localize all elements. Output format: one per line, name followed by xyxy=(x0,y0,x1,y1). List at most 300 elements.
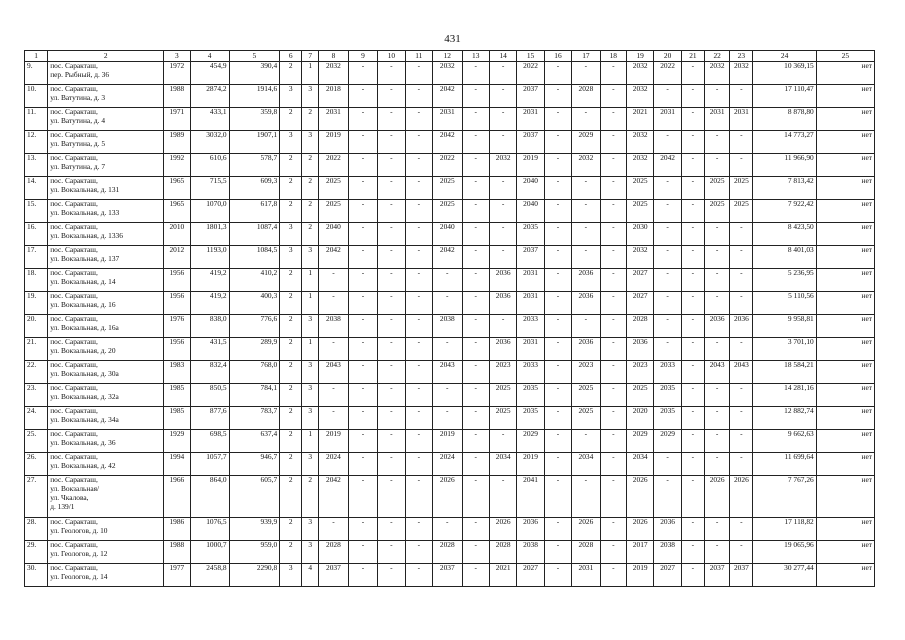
address-line: ул. Чкалова, xyxy=(50,492,89,502)
address-cell xyxy=(48,108,164,131)
column-header-18: 18 xyxy=(600,51,626,62)
cell-col-4: 1193,0 xyxy=(190,246,229,269)
address-line: ул. Геологов, д. 14 xyxy=(50,571,108,581)
cell-col-9: - xyxy=(348,407,378,430)
cell-col-15: 2037 xyxy=(517,131,544,154)
cell-col-10: - xyxy=(378,361,405,384)
address-line: пос. Саракташ, xyxy=(50,268,98,277)
table-row xyxy=(25,154,875,177)
cell-col-18: - xyxy=(600,223,626,246)
cell-col-10: - xyxy=(378,223,405,246)
cell-col-21: - xyxy=(681,131,704,154)
address-line: ул. Вокзальная, д. 133 xyxy=(50,207,120,217)
cell-col-21: - xyxy=(681,338,704,361)
cell-col-19: 2019 xyxy=(626,564,653,587)
cell-col-19: 2030 xyxy=(626,223,653,246)
cell-col-21: - xyxy=(681,384,704,407)
cell-col-22: 2025 xyxy=(704,200,729,223)
cell-col-16: - xyxy=(544,246,571,269)
address-line: ул. Вокзальная, д. 131 xyxy=(50,184,120,194)
row-number-cell: 30. xyxy=(25,564,48,587)
cell-col-6: 2 xyxy=(280,177,302,200)
cell-col-4: 715,5 xyxy=(190,177,229,200)
cell-col-8: 2028 xyxy=(319,541,349,564)
cell-col-6: 3 xyxy=(280,223,302,246)
address-line: пос. Саракташ, xyxy=(50,383,98,392)
address-cell xyxy=(48,177,164,200)
cell-col-13: - xyxy=(462,564,489,587)
cell-col-25: нет xyxy=(816,108,874,131)
cell-col-10: - xyxy=(378,177,405,200)
cell-col-8: - xyxy=(319,338,349,361)
cell-col-15: 2033 xyxy=(517,361,544,384)
cell-col-14: 2032 xyxy=(489,154,516,177)
cell-col-15: 2040 xyxy=(517,177,544,200)
cell-col-14: - xyxy=(489,476,516,518)
cell-col-7: 2 xyxy=(302,154,319,177)
table-row xyxy=(25,200,875,223)
cell-col-7: 2 xyxy=(302,200,319,223)
cell-col-3: 2010 xyxy=(164,223,190,246)
cell-col-7: 3 xyxy=(302,315,319,338)
cell-col-9: - xyxy=(348,476,378,518)
cell-col-12: - xyxy=(433,384,463,407)
row-number-cell: 12. xyxy=(25,131,48,154)
cell-col-10: - xyxy=(378,131,405,154)
column-header-11: 11 xyxy=(405,51,432,62)
column-header-3: 3 xyxy=(164,51,190,62)
cell-col-9: - xyxy=(348,223,378,246)
cell-col-7: 2 xyxy=(302,108,319,131)
cell-col-10: - xyxy=(378,315,405,338)
cell-col-6: 3 xyxy=(280,246,302,269)
cell-col-14: 2023 xyxy=(489,361,516,384)
cell-col-18: - xyxy=(600,476,626,518)
cell-col-9: - xyxy=(348,292,378,315)
cell-col-3: 1992 xyxy=(164,154,190,177)
cell-col-21: - xyxy=(681,223,704,246)
cell-col-20: 2033 xyxy=(654,361,681,384)
cell-col-24: 11 699,64 xyxy=(753,453,816,476)
cell-col-10: - xyxy=(378,246,405,269)
cell-col-17: - xyxy=(572,62,600,85)
cell-col-18: - xyxy=(600,361,626,384)
cell-col-23: - xyxy=(730,541,753,564)
cell-col-15: 2037 xyxy=(517,246,544,269)
column-header-2: 2 xyxy=(48,51,164,62)
cell-col-12: - xyxy=(433,407,463,430)
cell-col-22: 2037 xyxy=(704,564,729,587)
row-number-cell: 15. xyxy=(25,200,48,223)
cell-col-18: - xyxy=(600,85,626,108)
cell-col-14: 2021 xyxy=(489,564,516,587)
cell-col-6: 2 xyxy=(280,108,302,131)
cell-col-13: - xyxy=(462,476,489,518)
cell-col-23: - xyxy=(730,269,753,292)
cell-col-7: 3 xyxy=(302,453,319,476)
table-row xyxy=(25,361,875,384)
cell-col-24: 7 813,42 xyxy=(753,177,816,200)
row-number-cell: 16. xyxy=(25,223,48,246)
cell-col-15: 2031 xyxy=(517,108,544,131)
cell-col-12: - xyxy=(433,269,463,292)
cell-col-4: 1076,5 xyxy=(190,518,229,541)
cell-col-21: - xyxy=(681,407,704,430)
cell-col-5: 959,0 xyxy=(229,541,280,564)
table-header xyxy=(25,51,875,62)
cell-col-9: - xyxy=(348,518,378,541)
cell-col-18: - xyxy=(600,564,626,587)
cell-col-7: 2 xyxy=(302,177,319,200)
cell-col-9: - xyxy=(348,430,378,453)
cell-col-6: 2 xyxy=(280,407,302,430)
cell-col-6: 2 xyxy=(280,518,302,541)
cell-col-3: 1971 xyxy=(164,108,190,131)
cell-col-8: - xyxy=(319,269,349,292)
cell-col-12: 2025 xyxy=(433,200,463,223)
cell-col-10: - xyxy=(378,292,405,315)
cell-col-18: - xyxy=(600,338,626,361)
row-number-cell: 21. xyxy=(25,338,48,361)
cell-col-14: 2028 xyxy=(489,541,516,564)
table-row xyxy=(25,564,875,587)
cell-col-10: - xyxy=(378,85,405,108)
column-header-12: 12 xyxy=(433,51,463,62)
cell-col-17: - xyxy=(572,430,600,453)
cell-col-13: - xyxy=(462,223,489,246)
cell-col-25: нет xyxy=(816,541,874,564)
cell-col-21: - xyxy=(681,361,704,384)
cell-col-4: 1000,7 xyxy=(190,541,229,564)
cell-col-8: 2019 xyxy=(319,131,349,154)
cell-col-6: 2 xyxy=(280,292,302,315)
cell-col-13: - xyxy=(462,62,489,85)
address-cell xyxy=(48,154,164,177)
cell-col-24: 9 958,81 xyxy=(753,315,816,338)
cell-col-25: нет xyxy=(816,85,874,108)
address-cell xyxy=(48,131,164,154)
address-line: ул. Вокзальная, д. 30а xyxy=(50,368,119,378)
address-cell xyxy=(48,338,164,361)
cell-col-15: 2022 xyxy=(517,62,544,85)
cell-col-13: - xyxy=(462,453,489,476)
cell-col-23: 2037 xyxy=(730,564,753,587)
address-cell xyxy=(48,269,164,292)
cell-col-4: 610,6 xyxy=(190,154,229,177)
address-line: ул. Ватутина, д. 7 xyxy=(50,161,106,171)
cell-col-9: - xyxy=(348,154,378,177)
cell-col-16: - xyxy=(544,223,571,246)
cell-col-12: 2042 xyxy=(433,246,463,269)
cell-col-16: - xyxy=(544,476,571,518)
cell-col-7: 3 xyxy=(302,407,319,430)
cell-col-5: 359,8 xyxy=(229,108,280,131)
cell-col-13: - xyxy=(462,177,489,200)
cell-col-13: - xyxy=(462,292,489,315)
cell-col-6: 3 xyxy=(280,564,302,587)
cell-col-14: - xyxy=(489,177,516,200)
page-number: 431 xyxy=(444,33,461,45)
cell-col-10: - xyxy=(378,430,405,453)
address-line: пос. Саракташ, xyxy=(50,517,98,526)
address-line: ул. Ватутина, д. 3 xyxy=(50,92,106,102)
cell-col-15: 2027 xyxy=(517,564,544,587)
cell-col-25: нет xyxy=(816,564,874,587)
cell-col-17: - xyxy=(572,108,600,131)
cell-col-20: - xyxy=(654,269,681,292)
cell-col-3: 1972 xyxy=(164,62,190,85)
cell-col-22: 2031 xyxy=(704,108,729,131)
address-line: пос. Саракташ, xyxy=(50,153,98,162)
cell-col-14: - xyxy=(489,223,516,246)
row-number-cell: 26. xyxy=(25,453,48,476)
cell-col-14: - xyxy=(489,430,516,453)
cell-col-25: нет xyxy=(816,246,874,269)
cell-col-3: 1966 xyxy=(164,476,190,518)
cell-col-5: 939,9 xyxy=(229,518,280,541)
row-number-cell: 17. xyxy=(25,246,48,269)
cell-col-16: - xyxy=(544,384,571,407)
row-number-cell: 11. xyxy=(25,108,48,131)
cell-col-9: - xyxy=(348,85,378,108)
cell-col-23: 2025 xyxy=(730,200,753,223)
cell-col-7: 3 xyxy=(302,518,319,541)
cell-col-11: - xyxy=(405,269,432,292)
cell-col-21: - xyxy=(681,269,704,292)
cell-col-15: 2036 xyxy=(517,518,544,541)
address-line: пос. Саракташ, xyxy=(50,245,98,254)
cell-col-3: 1985 xyxy=(164,384,190,407)
cell-col-20: - xyxy=(654,131,681,154)
cell-col-3: 1956 xyxy=(164,338,190,361)
table-row xyxy=(25,131,875,154)
cell-col-15: 2035 xyxy=(517,384,544,407)
cell-col-23: - xyxy=(730,85,753,108)
column-header-9: 9 xyxy=(348,51,378,62)
cell-col-22: 2043 xyxy=(704,361,729,384)
address-line: пос. Саракташ, xyxy=(50,199,98,208)
cell-col-4: 454,9 xyxy=(190,62,229,85)
cell-col-15: 2038 xyxy=(517,541,544,564)
cell-col-13: - xyxy=(462,200,489,223)
cell-col-8: 2038 xyxy=(319,315,349,338)
cell-col-21: - xyxy=(681,564,704,587)
cell-col-16: - xyxy=(544,154,571,177)
cell-col-12: - xyxy=(433,518,463,541)
cell-col-20: - xyxy=(654,476,681,518)
cell-col-24: 14 281,16 xyxy=(753,384,816,407)
cell-col-6: 2 xyxy=(280,269,302,292)
row-number-cell: 27. xyxy=(25,476,48,518)
cell-col-24: 17 118,82 xyxy=(753,518,816,541)
table-row xyxy=(25,108,875,131)
cell-col-8: - xyxy=(319,407,349,430)
table-row xyxy=(25,476,875,518)
address-cell xyxy=(48,476,164,518)
row-number-cell: 25. xyxy=(25,430,48,453)
address-cell xyxy=(48,361,164,384)
cell-col-24: 7 767,26 xyxy=(753,476,816,518)
cell-col-18: - xyxy=(600,62,626,85)
cell-col-4: 698,5 xyxy=(190,430,229,453)
table-body xyxy=(25,62,875,587)
cell-col-4: 1801,3 xyxy=(190,223,229,246)
cell-col-15: 2019 xyxy=(517,154,544,177)
cell-col-10: - xyxy=(378,62,405,85)
address-line: пос. Саракташ, xyxy=(50,84,98,93)
cell-col-24: 8 401,03 xyxy=(753,246,816,269)
cell-col-19: 2032 xyxy=(626,85,653,108)
cell-col-18: - xyxy=(600,384,626,407)
cell-col-20: - xyxy=(654,292,681,315)
cell-col-13: - xyxy=(462,407,489,430)
cell-col-20: 2038 xyxy=(654,541,681,564)
address-cell xyxy=(48,518,164,541)
cell-col-4: 2874,2 xyxy=(190,85,229,108)
column-header-24: 24 xyxy=(753,51,816,62)
column-header-23: 23 xyxy=(730,51,753,62)
cell-col-10: - xyxy=(378,407,405,430)
cell-col-12: 2024 xyxy=(433,453,463,476)
address-line: пос. Саракташ, xyxy=(50,429,98,438)
cell-col-13: - xyxy=(462,154,489,177)
cell-col-21: - xyxy=(681,85,704,108)
cell-col-23: 2036 xyxy=(730,315,753,338)
cell-col-7: 3 xyxy=(302,85,319,108)
cell-col-5: 578,7 xyxy=(229,154,280,177)
cell-col-7: 2 xyxy=(302,476,319,518)
row-number-cell: 13. xyxy=(25,154,48,177)
cell-col-16: - xyxy=(544,518,571,541)
cell-col-19: 2028 xyxy=(626,315,653,338)
cell-col-17: - xyxy=(572,223,600,246)
cell-col-3: 1956 xyxy=(164,269,190,292)
address-cell xyxy=(48,407,164,430)
cell-col-16: - xyxy=(544,131,571,154)
cell-col-18: - xyxy=(600,315,626,338)
address-line: ул. Вокзальная, д. 36 xyxy=(50,437,116,447)
cell-col-3: 1976 xyxy=(164,315,190,338)
row-number-cell: 24. xyxy=(25,407,48,430)
cell-col-11: - xyxy=(405,246,432,269)
table-row xyxy=(25,518,875,541)
cell-col-21: - xyxy=(681,108,704,131)
cell-col-18: - xyxy=(600,269,626,292)
address-line: ул. Вокзальная, д. 16а xyxy=(50,322,119,332)
cell-col-24: 5 236,95 xyxy=(753,269,816,292)
cell-col-5: 1907,1 xyxy=(229,131,280,154)
cell-col-23: - xyxy=(730,154,753,177)
cell-col-8: 2040 xyxy=(319,223,349,246)
cell-col-6: 2 xyxy=(280,62,302,85)
address-line: пос. Саракташ, xyxy=(50,176,98,185)
cell-col-6: 2 xyxy=(280,338,302,361)
cell-col-25: нет xyxy=(816,292,874,315)
cell-col-13: - xyxy=(462,131,489,154)
cell-col-20: - xyxy=(654,246,681,269)
cell-col-8: 2022 xyxy=(319,154,349,177)
cell-col-4: 419,2 xyxy=(190,269,229,292)
cell-col-9: - xyxy=(348,384,378,407)
cell-col-12: 2032 xyxy=(433,62,463,85)
cell-col-22: - xyxy=(704,131,729,154)
cell-col-25: нет xyxy=(816,430,874,453)
cell-col-24: 11 966,90 xyxy=(753,154,816,177)
cell-col-19: 2032 xyxy=(626,154,653,177)
column-header-25: 25 xyxy=(816,51,874,62)
cell-col-24: 14 773,27 xyxy=(753,131,816,154)
cell-col-24: 8 878,80 xyxy=(753,108,816,131)
cell-col-25: нет xyxy=(816,131,874,154)
column-header-22: 22 xyxy=(704,51,729,62)
cell-col-9: - xyxy=(348,108,378,131)
cell-col-22: - xyxy=(704,223,729,246)
cell-col-12: 2026 xyxy=(433,476,463,518)
cell-col-12: 2042 xyxy=(433,131,463,154)
cell-col-9: - xyxy=(348,453,378,476)
address-line: ул. Геологов, д. 12 xyxy=(50,548,108,558)
cell-col-23: 2026 xyxy=(730,476,753,518)
address-cell xyxy=(48,315,164,338)
cell-col-12: 2038 xyxy=(433,315,463,338)
cell-col-21: - xyxy=(681,430,704,453)
cell-col-6: 2 xyxy=(280,315,302,338)
cell-col-19: 2017 xyxy=(626,541,653,564)
cell-col-20: 2027 xyxy=(654,564,681,587)
cell-col-19: 2025 xyxy=(626,200,653,223)
cell-col-20: 2042 xyxy=(654,154,681,177)
cell-col-13: - xyxy=(462,269,489,292)
cell-col-15: 2031 xyxy=(517,338,544,361)
column-header-8: 8 xyxy=(319,51,349,62)
row-number-cell: 19. xyxy=(25,292,48,315)
cell-col-18: - xyxy=(600,541,626,564)
cell-col-24: 10 369,15 xyxy=(753,62,816,85)
cell-col-13: - xyxy=(462,246,489,269)
cell-col-11: - xyxy=(405,131,432,154)
cell-col-25: нет xyxy=(816,177,874,200)
cell-col-12: 2040 xyxy=(433,223,463,246)
cell-col-5: 400,3 xyxy=(229,292,280,315)
cell-col-22: - xyxy=(704,384,729,407)
cell-col-23: - xyxy=(730,223,753,246)
cell-col-10: - xyxy=(378,384,405,407)
column-header-20: 20 xyxy=(654,51,681,62)
address-line: пос. Саракташ, xyxy=(50,61,98,70)
cell-col-22: - xyxy=(704,246,729,269)
cell-col-3: 1988 xyxy=(164,85,190,108)
cell-col-22: - xyxy=(704,154,729,177)
cell-col-19: 2023 xyxy=(626,361,653,384)
cell-col-16: - xyxy=(544,453,571,476)
cell-col-12: 2025 xyxy=(433,177,463,200)
cell-col-16: - xyxy=(544,361,571,384)
cell-col-9: - xyxy=(348,315,378,338)
cell-col-13: - xyxy=(462,384,489,407)
cell-col-8: 2042 xyxy=(319,476,349,518)
cell-col-8: 2042 xyxy=(319,246,349,269)
cell-col-11: - xyxy=(405,338,432,361)
cell-col-9: - xyxy=(348,338,378,361)
cell-col-25: нет xyxy=(816,154,874,177)
cell-col-14: - xyxy=(489,200,516,223)
address-cell xyxy=(48,246,164,269)
cell-col-9: - xyxy=(348,62,378,85)
address-line: ул. Ватутина, д. 5 xyxy=(50,138,106,148)
cell-col-19: 2029 xyxy=(626,430,653,453)
cell-col-20: 2029 xyxy=(654,430,681,453)
cell-col-5: 410,2 xyxy=(229,269,280,292)
